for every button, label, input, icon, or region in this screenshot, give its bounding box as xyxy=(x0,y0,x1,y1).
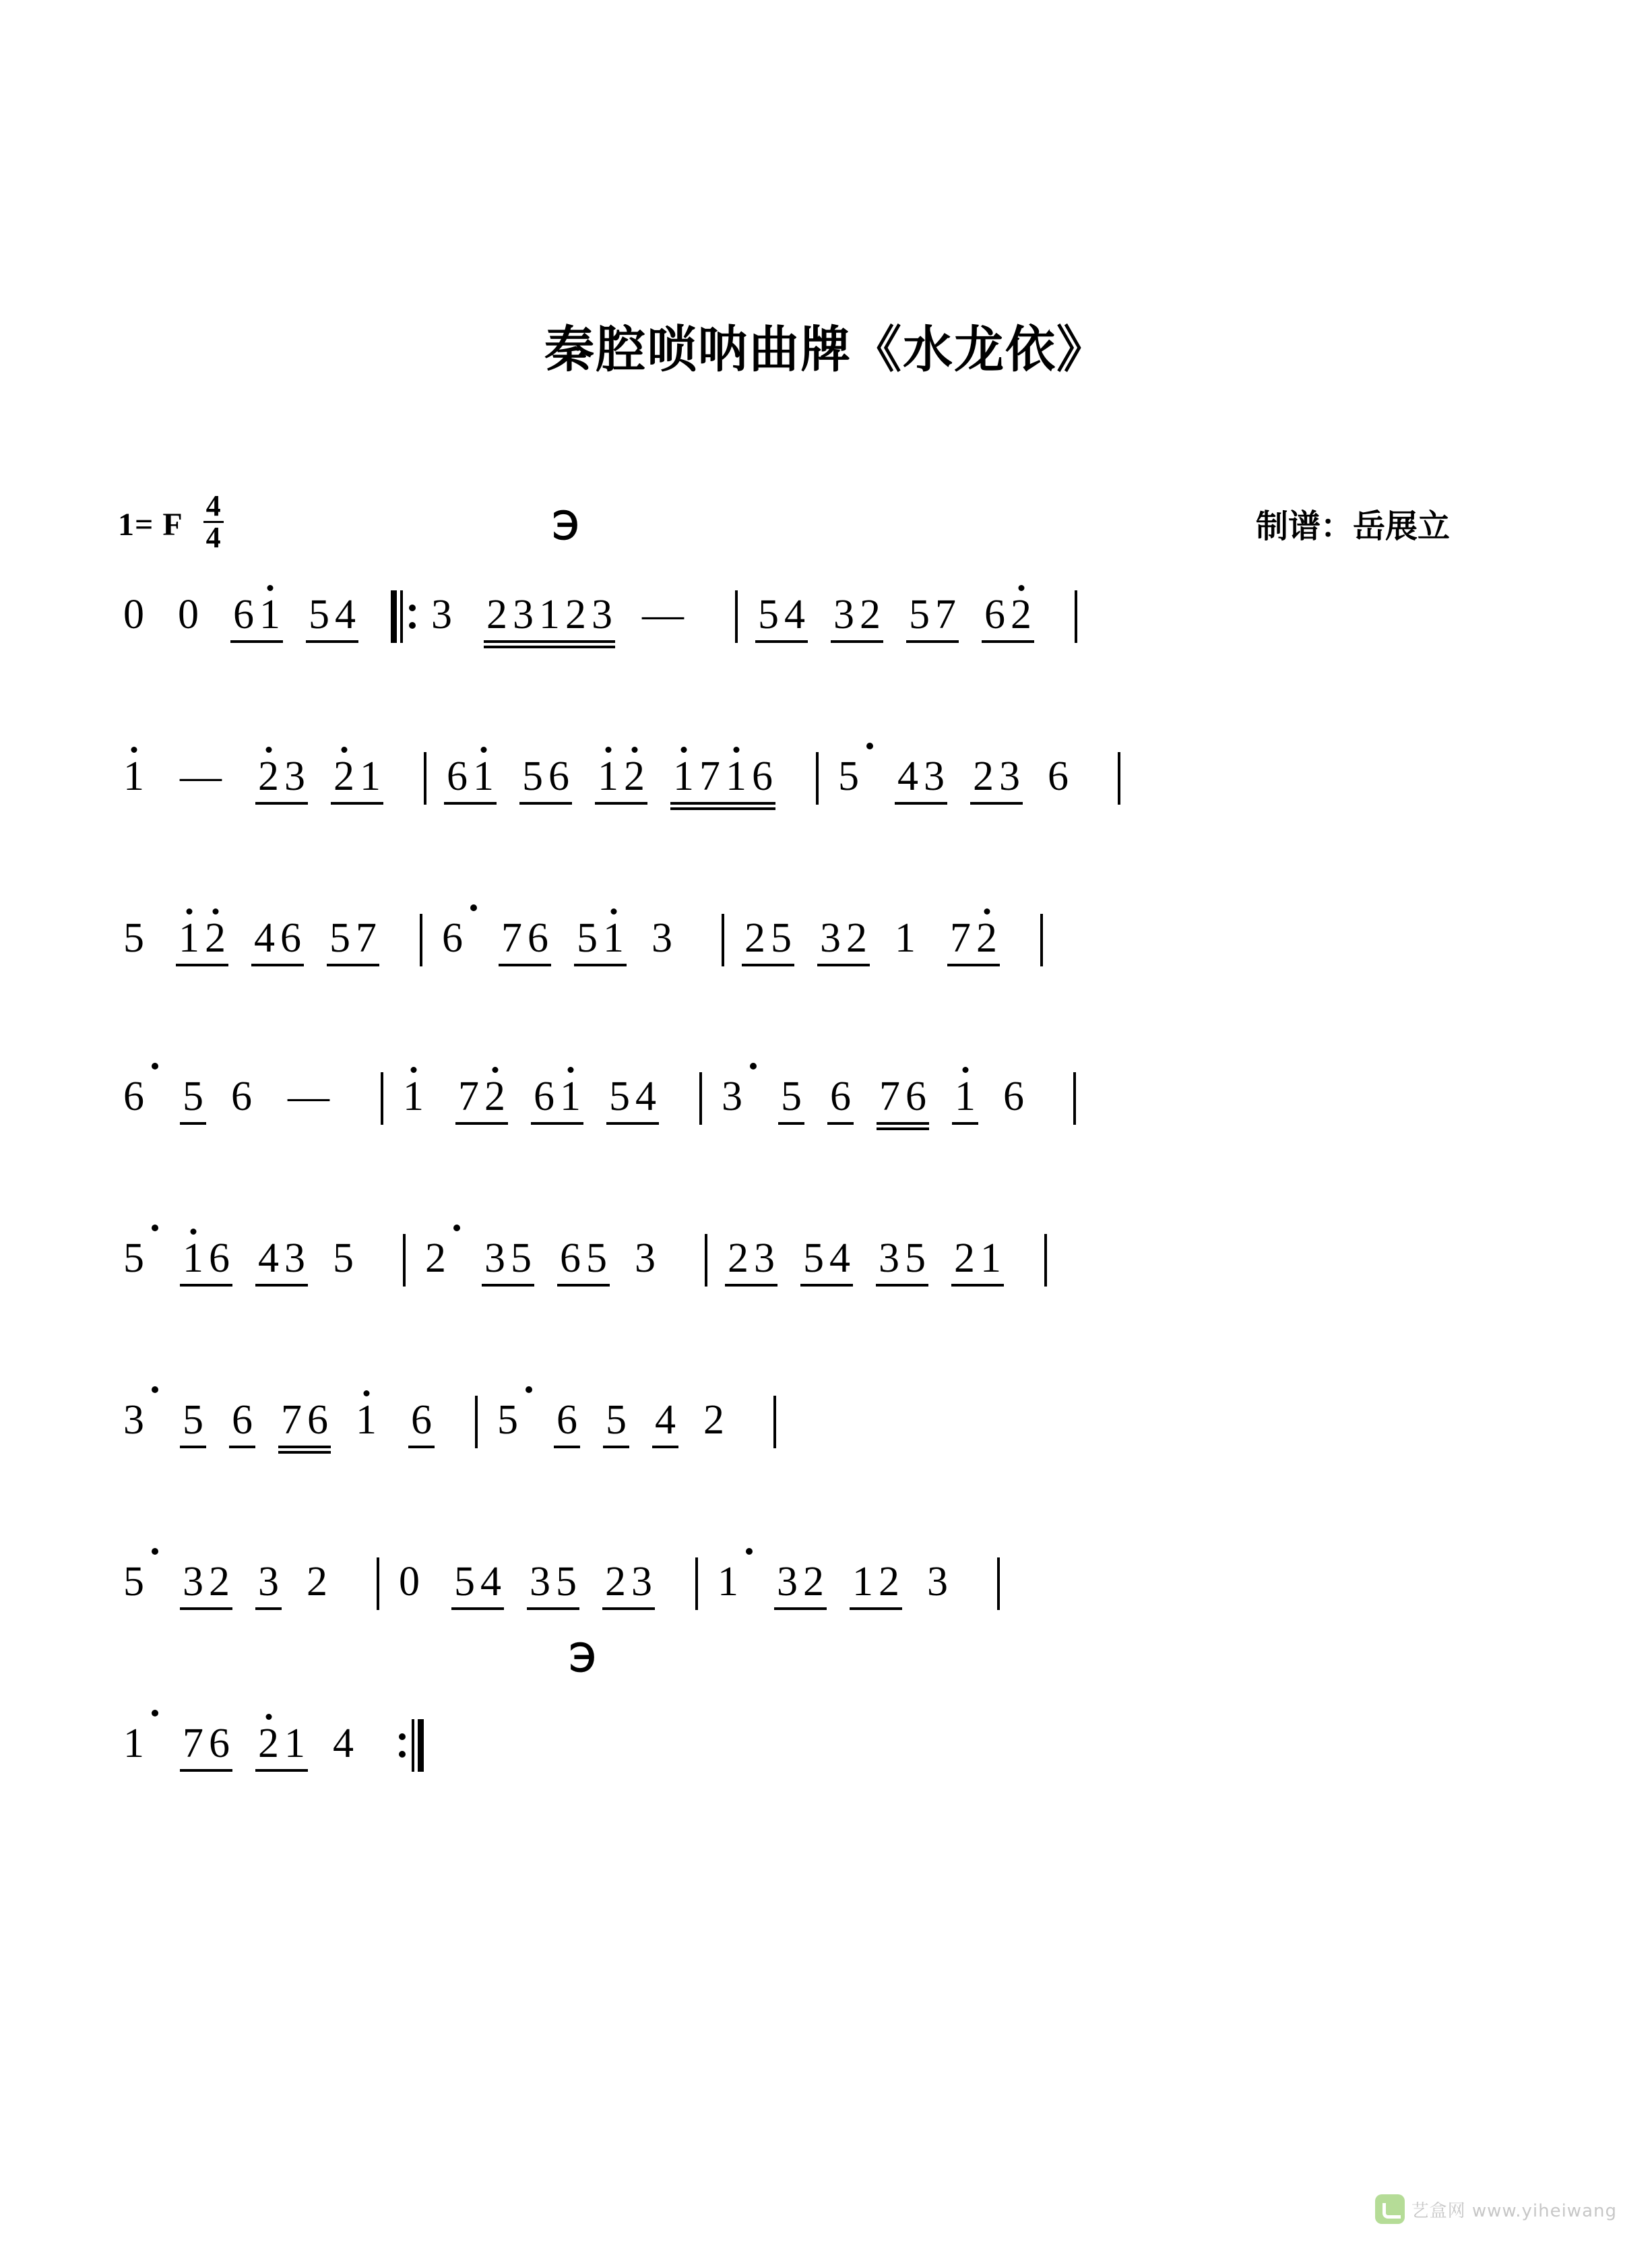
beamed-note-group xyxy=(557,1237,610,1287)
barline xyxy=(705,1234,707,1287)
beamed-note-group xyxy=(554,1398,580,1448)
beamed-note-group xyxy=(229,1398,255,1448)
note-group xyxy=(401,1075,426,1118)
note-group xyxy=(176,593,201,636)
note-group xyxy=(121,1237,168,1280)
watermark xyxy=(1375,2194,1617,2224)
note: 2 xyxy=(803,1559,824,1605)
sustain-dash: — xyxy=(180,753,222,799)
note: 3 xyxy=(652,915,672,961)
note: 2 xyxy=(486,592,507,638)
note: 4 xyxy=(655,1397,676,1443)
barline xyxy=(403,1234,406,1287)
note: 6 xyxy=(548,753,569,799)
beamed-note-group xyxy=(255,755,308,805)
note: 5 xyxy=(803,1235,824,1281)
note-group xyxy=(893,917,918,960)
note: 5 xyxy=(577,915,598,961)
beamed-note-group xyxy=(180,1560,232,1610)
note: 2 xyxy=(744,915,765,961)
note: 5 xyxy=(905,1235,926,1281)
beamed-note-group xyxy=(652,1398,678,1448)
key-label: 1= F xyxy=(118,507,183,543)
note: 6 xyxy=(447,753,468,799)
beamed-note-group xyxy=(278,1398,331,1448)
watermark-text: 艺盒网 www.yiheiwang xyxy=(1411,2200,1617,2221)
augmentation-dot xyxy=(152,1386,158,1393)
note: 1 xyxy=(557,1075,583,1118)
note: 1 xyxy=(600,917,627,960)
beamed-note-group xyxy=(670,755,775,805)
barline xyxy=(773,1396,776,1448)
note: 3 xyxy=(635,1235,656,1281)
note-group xyxy=(1001,1075,1026,1118)
note: 2 xyxy=(860,592,881,638)
note: 6 xyxy=(906,1074,926,1119)
note-group xyxy=(331,1237,356,1280)
beamed-note-group xyxy=(947,917,1000,966)
barline xyxy=(735,590,738,643)
beamed-note-group xyxy=(527,1560,579,1610)
note-group xyxy=(121,917,146,960)
note-group xyxy=(354,1398,379,1442)
note: 4 xyxy=(480,1559,501,1605)
note: 1 xyxy=(123,1721,144,1766)
note-group xyxy=(429,593,454,636)
note: 3 xyxy=(284,753,305,799)
note: 2 xyxy=(255,1722,282,1765)
note: 7 xyxy=(501,915,522,961)
note: 5 xyxy=(497,1397,518,1443)
beamed-note-group xyxy=(725,1237,777,1287)
note: 0 xyxy=(123,592,144,638)
note: 2 xyxy=(307,1559,327,1605)
note: 6 xyxy=(1003,1074,1024,1119)
barline xyxy=(816,752,819,805)
barline xyxy=(475,1396,478,1448)
beamed-note-group xyxy=(408,1398,435,1448)
note: 6 xyxy=(307,1397,328,1443)
note: 2 xyxy=(846,915,867,961)
note: 6 xyxy=(280,915,301,961)
note: 4 xyxy=(829,1235,850,1281)
barline xyxy=(1075,590,1077,643)
author-credit: 制谱：岳展立 xyxy=(1255,507,1450,545)
note: 6 xyxy=(528,915,548,961)
key-signature xyxy=(118,489,224,555)
note: 2 xyxy=(605,1559,626,1605)
note: 2 xyxy=(974,917,1000,960)
note: 6 xyxy=(534,1074,554,1119)
augmentation-dot xyxy=(152,1225,158,1231)
note: 2 xyxy=(728,1235,749,1281)
note-group xyxy=(121,593,146,636)
note: 1 xyxy=(401,1075,426,1118)
note: 2 xyxy=(209,1559,230,1605)
note: 1 xyxy=(852,1559,873,1605)
time-signature-denominator: 4 xyxy=(205,521,221,555)
note-group xyxy=(121,1560,168,1603)
note-group xyxy=(836,755,883,798)
beamed-note-group xyxy=(827,1075,854,1125)
beamed-note-group xyxy=(444,755,497,805)
music-row xyxy=(121,1237,1556,1338)
note: 5 xyxy=(609,1074,630,1119)
music-row xyxy=(121,1560,1556,1661)
note: 5 xyxy=(909,592,930,638)
barline xyxy=(997,1557,1000,1610)
music-row xyxy=(121,1398,1556,1499)
note-group xyxy=(423,1237,470,1280)
note: 4 xyxy=(897,753,918,799)
beamed-note-group xyxy=(255,1722,308,1772)
note: 5 xyxy=(123,915,144,961)
sustain-dash: — xyxy=(642,592,684,638)
note: 5 xyxy=(454,1559,475,1605)
note: 3 xyxy=(123,1397,144,1443)
note: 5 xyxy=(183,1397,203,1443)
note: 1 xyxy=(539,592,560,638)
note: 6 xyxy=(231,1074,252,1119)
note: 1 xyxy=(284,1721,305,1766)
note: 6 xyxy=(557,1397,577,1443)
note-group xyxy=(925,1560,950,1603)
augmentation-dot xyxy=(746,1548,753,1555)
note-group xyxy=(1046,755,1071,798)
barline xyxy=(424,752,426,805)
note: 5 xyxy=(606,1397,627,1443)
note: 2 xyxy=(879,1559,899,1605)
note: 6 xyxy=(560,1235,581,1281)
note: 5 xyxy=(123,1235,144,1281)
beamed-note-group xyxy=(774,1560,827,1610)
note-group xyxy=(121,1722,168,1765)
beamed-note-group xyxy=(603,1398,629,1448)
barline xyxy=(420,914,422,966)
beamed-note-group xyxy=(255,1560,282,1610)
beamed-note-group xyxy=(531,1075,583,1125)
note: 1 xyxy=(121,755,146,798)
augmentation-dot xyxy=(152,1710,158,1716)
note: 2 xyxy=(331,755,357,798)
beamed-note-group xyxy=(602,1560,655,1610)
note: 5 xyxy=(333,1235,354,1281)
note: 3 xyxy=(777,1559,798,1605)
note: 1 xyxy=(723,755,749,798)
note: 1 xyxy=(980,1235,1001,1281)
note: 3 xyxy=(484,1235,505,1281)
note: 1 xyxy=(354,1398,379,1442)
time-signature-numerator: 4 xyxy=(203,493,224,523)
note: 5 xyxy=(771,915,792,961)
barline xyxy=(1118,752,1120,805)
note: 6 xyxy=(123,1074,144,1119)
note: 6 xyxy=(442,915,463,961)
beamed-note-group xyxy=(180,1398,206,1448)
note: 3 xyxy=(431,592,452,638)
note: 3 xyxy=(631,1559,652,1605)
note-group xyxy=(701,1398,726,1442)
note: 3 xyxy=(924,753,945,799)
note: 5 xyxy=(758,592,779,638)
beamed-note-group xyxy=(499,917,551,966)
augmentation-dot xyxy=(453,1225,460,1231)
music-row xyxy=(121,917,1556,1018)
note: 3 xyxy=(284,1235,305,1281)
note: 4 xyxy=(333,1721,354,1766)
note: 4 xyxy=(635,1074,656,1119)
beamed-note-group xyxy=(180,1722,232,1772)
note: 3 xyxy=(513,592,534,638)
beamed-note-group xyxy=(306,593,358,643)
beamed-note-group xyxy=(906,593,959,643)
beamed-note-group xyxy=(742,917,794,966)
barline xyxy=(381,1072,383,1125)
beamed-note-group xyxy=(455,1075,508,1125)
music-row xyxy=(121,755,1556,856)
note: 2 xyxy=(425,1235,446,1281)
beamed-note-group xyxy=(519,755,572,805)
note: 5 xyxy=(329,915,350,961)
note-group xyxy=(440,917,486,960)
note-group xyxy=(331,1722,356,1765)
note: 5 xyxy=(781,1074,802,1119)
beamed-note-group xyxy=(895,755,947,805)
note: 7 xyxy=(183,1721,203,1766)
note: 1 xyxy=(895,915,916,961)
note: 2 xyxy=(1008,593,1034,636)
note: 2 xyxy=(621,755,647,798)
note: 6 xyxy=(232,1397,253,1443)
note-group xyxy=(720,1075,766,1118)
note: 0 xyxy=(178,592,199,638)
music-row xyxy=(121,1722,1556,1823)
note: 5 xyxy=(123,1559,144,1605)
note: 3 xyxy=(820,915,841,961)
note: 3 xyxy=(592,592,612,638)
augmentation-dot xyxy=(152,1063,158,1070)
note: 3 xyxy=(879,1235,899,1281)
beamed-note-group xyxy=(951,1237,1004,1287)
beamed-note-group xyxy=(778,1075,804,1125)
note: 2 xyxy=(482,1075,508,1118)
note: 1 xyxy=(257,593,283,636)
beamed-note-group xyxy=(451,1560,504,1610)
note-group xyxy=(121,1075,168,1118)
note: 2 xyxy=(954,1235,975,1281)
note: 7 xyxy=(950,915,971,961)
beamed-note-group xyxy=(180,1075,206,1125)
beamed-note-group xyxy=(755,593,808,643)
note-group xyxy=(121,1398,168,1442)
note: 5 xyxy=(522,753,543,799)
repeat-end-barline xyxy=(399,1719,424,1772)
beamed-note-group xyxy=(574,917,627,966)
beamed-note-group xyxy=(970,755,1023,805)
beamed-note-group xyxy=(877,1075,929,1125)
note: 1 xyxy=(718,1559,738,1605)
barline xyxy=(377,1557,379,1610)
note: 6 xyxy=(1048,753,1069,799)
beamed-note-group xyxy=(255,1237,308,1287)
augmentation-dot xyxy=(470,904,477,911)
note: 6 xyxy=(233,592,254,638)
barline xyxy=(699,1072,702,1125)
note: 7 xyxy=(699,753,720,799)
beamed-note-group xyxy=(595,755,647,805)
note: 5 xyxy=(511,1235,532,1281)
music-row xyxy=(121,1075,1556,1176)
note-group xyxy=(495,1398,542,1442)
note: 7 xyxy=(458,1074,479,1119)
note: 4 xyxy=(335,592,356,638)
note: 3 xyxy=(258,1559,279,1605)
note: 6 xyxy=(411,1397,432,1443)
note: 2 xyxy=(255,755,282,798)
note-group xyxy=(229,1075,254,1118)
note: 6 xyxy=(984,592,1005,638)
time-signature xyxy=(203,489,224,555)
beamed-note-group xyxy=(180,1237,232,1287)
beamed-note-group xyxy=(831,593,883,643)
note: 5 xyxy=(556,1559,577,1605)
barline xyxy=(1073,1072,1076,1125)
page-title: 秦腔唢呐曲牌《水龙依》 xyxy=(544,321,1108,379)
beamed-note-group xyxy=(331,755,383,805)
note-group xyxy=(305,1560,329,1603)
beamed-note-group xyxy=(327,917,379,966)
note: 3 xyxy=(833,592,854,638)
note: 1 xyxy=(952,1075,978,1118)
beamed-note-group xyxy=(876,1237,928,1287)
segno-icon: ℈ xyxy=(569,1631,596,1675)
note: 1 xyxy=(595,755,621,798)
note: 4 xyxy=(784,592,805,638)
note: 1 xyxy=(470,755,497,798)
augmentation-dot xyxy=(866,743,873,749)
beamed-note-group xyxy=(800,1237,853,1287)
note: 5 xyxy=(838,753,859,799)
note: 3 xyxy=(722,1074,742,1119)
beamed-note-group xyxy=(176,917,228,966)
note: 6 xyxy=(209,1721,230,1766)
note-group xyxy=(633,1237,658,1280)
note: 1 xyxy=(670,755,697,798)
note: 6 xyxy=(752,753,773,799)
augmentation-dot xyxy=(750,1063,757,1070)
note: 5 xyxy=(183,1074,203,1119)
repeat-start-barline xyxy=(391,590,416,643)
segno-icon: ℈ xyxy=(552,499,579,543)
note: 5 xyxy=(309,592,329,638)
beamed-note-group xyxy=(251,917,304,966)
note: 6 xyxy=(209,1235,230,1281)
beamed-note-group xyxy=(484,593,615,643)
note: 3 xyxy=(754,1235,775,1281)
note: 7 xyxy=(879,1074,900,1119)
barline xyxy=(695,1557,698,1610)
note: 2 xyxy=(202,917,228,960)
beamed-note-group xyxy=(606,1075,659,1125)
augmentation-dot xyxy=(526,1386,532,1393)
sustain-dash: — xyxy=(288,1074,329,1119)
note: 3 xyxy=(999,753,1020,799)
music-row xyxy=(121,593,1556,694)
watermark-logo-icon xyxy=(1375,2194,1405,2224)
note: 3 xyxy=(927,1559,948,1605)
note: 2 xyxy=(703,1397,724,1443)
note-group xyxy=(716,1560,762,1603)
note-group xyxy=(397,1560,422,1603)
note: 1 xyxy=(176,917,202,960)
augmentation-dot xyxy=(152,1548,158,1555)
note: 0 xyxy=(399,1559,420,1605)
note: 1 xyxy=(360,753,381,799)
beamed-note-group xyxy=(850,1560,902,1610)
note: 7 xyxy=(356,915,377,961)
note: 1 xyxy=(180,1237,206,1280)
beamed-note-group xyxy=(230,593,283,643)
note: 2 xyxy=(973,753,994,799)
barline xyxy=(722,914,724,966)
beamed-note-group xyxy=(952,1075,978,1125)
note: 5 xyxy=(586,1235,607,1281)
beamed-note-group xyxy=(817,917,870,966)
note: 7 xyxy=(281,1397,302,1443)
note: 7 xyxy=(935,592,956,638)
note: 6 xyxy=(830,1074,851,1119)
beamed-note-group xyxy=(982,593,1034,643)
note-group xyxy=(649,917,674,960)
note: 3 xyxy=(183,1559,203,1605)
barline xyxy=(1044,1234,1047,1287)
barline xyxy=(1040,914,1043,966)
note: 3 xyxy=(530,1559,550,1605)
beamed-note-group xyxy=(482,1237,534,1287)
note: 2 xyxy=(565,592,586,638)
note: 4 xyxy=(258,1235,279,1281)
note: 4 xyxy=(254,915,275,961)
note-group xyxy=(121,755,146,798)
